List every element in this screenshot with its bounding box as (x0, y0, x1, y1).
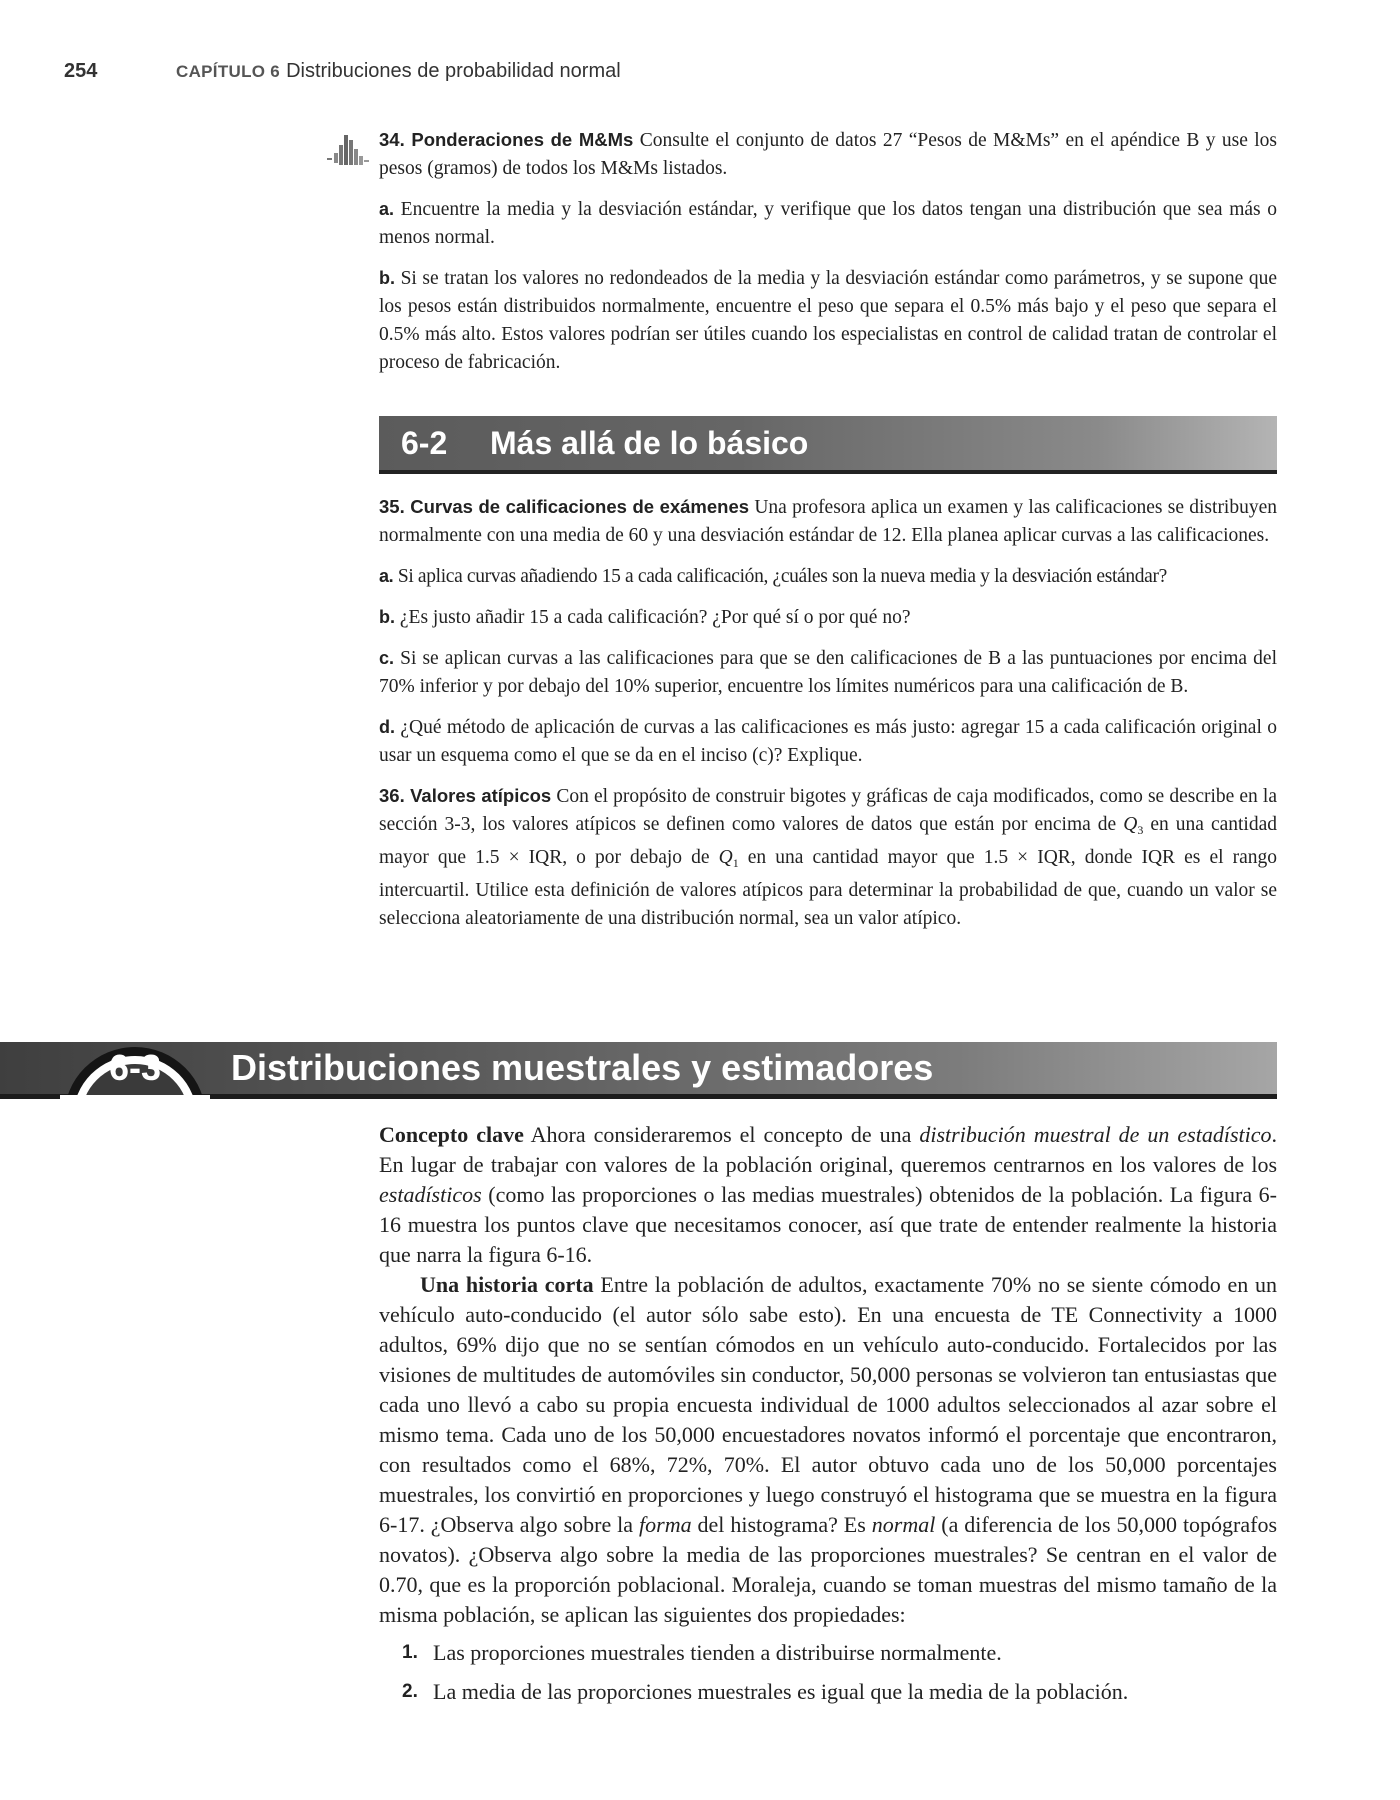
exercise-35-part-c: c. Si se aplican curvas a las calificaciones para que se den calificaciones de B a las puntuaciones por encima del 70% inferior y por debajo del 10% superior, encuentre los límites numéricos para una calificación de B. (379, 648, 1277, 697)
properties-list (379, 1638, 1277, 1707)
key-concept-paragraph: Concepto clave Ahora consideraremos el concepto de una distribución muestral de un estadístico. En lugar de trabajar con valores de la población original, queremos centrarnos en los valores de los estadísticos (como las proporciones o las medias muestrales) obtenidos de la población. La figura 6-16 muestra los puntos clave que necesitamos conocer, así que trate de entender realmente la historia que narra la figura 6-16. (379, 1122, 1278, 1267)
exercise-35-part-b: b. ¿Es justo añadir 15 a cada calificación? ¿Por qué sí o por qué no? (379, 607, 911, 628)
exercise-35-part-d: d. ¿Qué método de aplicación de curvas a las calificaciones es más justo: agregar 15 a cada calificación original o usar un esquema como el que se da en el inciso (c)? Explique. (379, 717, 1277, 766)
exercise-34-title: 34. Ponderaciones de M&Ms (379, 129, 634, 150)
exercise-34 (379, 126, 1277, 389)
exercise-35-intro (379, 493, 1277, 550)
section-6-3-title: Distribuciones muestrales y estimadores (231, 1047, 934, 1088)
exercise-34-part-b: b. Si se tratan los valores no redondeados de la media y la desviación estándar como parámetros, y se supone que los pesos están distribuidos normalmente, encuentre el peso que separa el 0.5% más bajo y el peso que separa el 0.5% más alto. Estos valores podrían ser útiles cuando los especialistas en control de calidad tratan de controlar el proceso de fabricación. (379, 268, 1277, 373)
short-story-label: Una historia corta (420, 1272, 594, 1297)
section-6-2-title: Más allá de lo básico (490, 425, 809, 461)
section-6-3-number: 6-3 (108, 1047, 162, 1088)
key-concept-label: Concepto clave (379, 1122, 524, 1147)
exercise-35-text: Una profesora aplica un examen y las calificaciones se distribuyen normalmente con una media de 60 y una desviación estándar de 12. Ella planea aplicar curvas a las calificaciones. (379, 497, 1278, 546)
section-6-3-body (379, 1120, 1277, 1716)
exercise-34-text: Consulte el conjunto de datos 27 “Pesos de M&Ms” en el apéndice B y use los pesos (gramos) de todos los M&Ms listados. (379, 130, 1277, 179)
list-item: 1. Las proporciones muestrales tienden a distribuirse normalmente. (402, 1640, 1002, 1665)
exercises-35-36 (379, 493, 1277, 945)
exercise-36-title: 36. Valores atípicos (379, 785, 552, 806)
page-number: 254 (64, 60, 98, 82)
exercise-36: 36. Valores atípicos Con el propósito de construir bigotes y gráficas de caja modificados, como se describe en la sección 3-3, los valores atípicos se definen como valores de datos que están por encima de $Q_3$ en una cantidad mayor que 1.5 × IQR, o por debajo de $Q_1$ en una cantidad mayor que 1.5 × IQR, donde IQR es el rango intercuartil. Utilice esta definición de valores atípicos para determinar la probabilidad de que, cuando un valor se selecciona aleatoriamente de una distribución normal, sea un valor atípico. (379, 785, 1278, 929)
exercise-34-intro (379, 126, 1277, 183)
chapter-label: CAPÍTULO 6 (176, 62, 281, 81)
exercise-35-part-a: a. Si aplica curvas añadiendo 15 a cada calificación, ¿cuáles son la nueva media y la desviación estándar? (379, 566, 1167, 587)
section-6-2-number: 6-2 (401, 425, 448, 461)
running-head (64, 60, 621, 83)
exercise-34-part-a: a. Encuentre la media y la desviación estándar, y verifique que los datos tengan una distribución que sea más o menos normal. (379, 199, 1278, 248)
data-set-icon (327, 131, 373, 169)
exercise-35-title: 35. Curvas de calificaciones de exámenes (379, 496, 750, 517)
short-story-paragraph: Una historia corta Entre la población de adultos, exactamente 70% no se siente cómodo en un vehículo auto-conducido (el autor sólo sabe esto). En una encuesta de TE Connectivity a 1000 adultos, 69% dijo que no se sentían cómodos en un vehículo auto-conducido. Fortalecidos por las visiones de multitudes de automóviles sin conductor, 50,000 personas se volvieron tan entusiastas que cada uno llevó a cabo su propia encuesta individual de 1000 adultos seleccionados al azar sobre el mismo tema. Cada uno de los 50,000 encuestadores novatos informó el porcentaje que encontraron, con resultados como el 68%, 72%, 70%. El autor obtuvo cada uno de los 50,000 porcentajes muestrales, los convirtió en proporciones y luego construyó el histograma que se muestra en la figura 6-17. ¿Observa algo sobre la forma del histograma? Es normal (a diferencia de los 50,000 topógrafos novatos). ¿Observa algo sobre la media de las proporciones muestrales? Se centran en el valor de 0.70, que es la proporción poblacional. Moraleja, cuando se toman muestras del mismo tamaño de la misma población, se aplican las siguientes dos propiedades: (379, 1272, 1278, 1627)
chapter-heading (176, 60, 621, 83)
chapter-title: Distribuciones de probabilidad normal (286, 60, 621, 82)
list-item: 2. La media de las proporciones muestrales es igual que la media de la población. (402, 1679, 1129, 1704)
section-6-2-header (379, 416, 1277, 474)
